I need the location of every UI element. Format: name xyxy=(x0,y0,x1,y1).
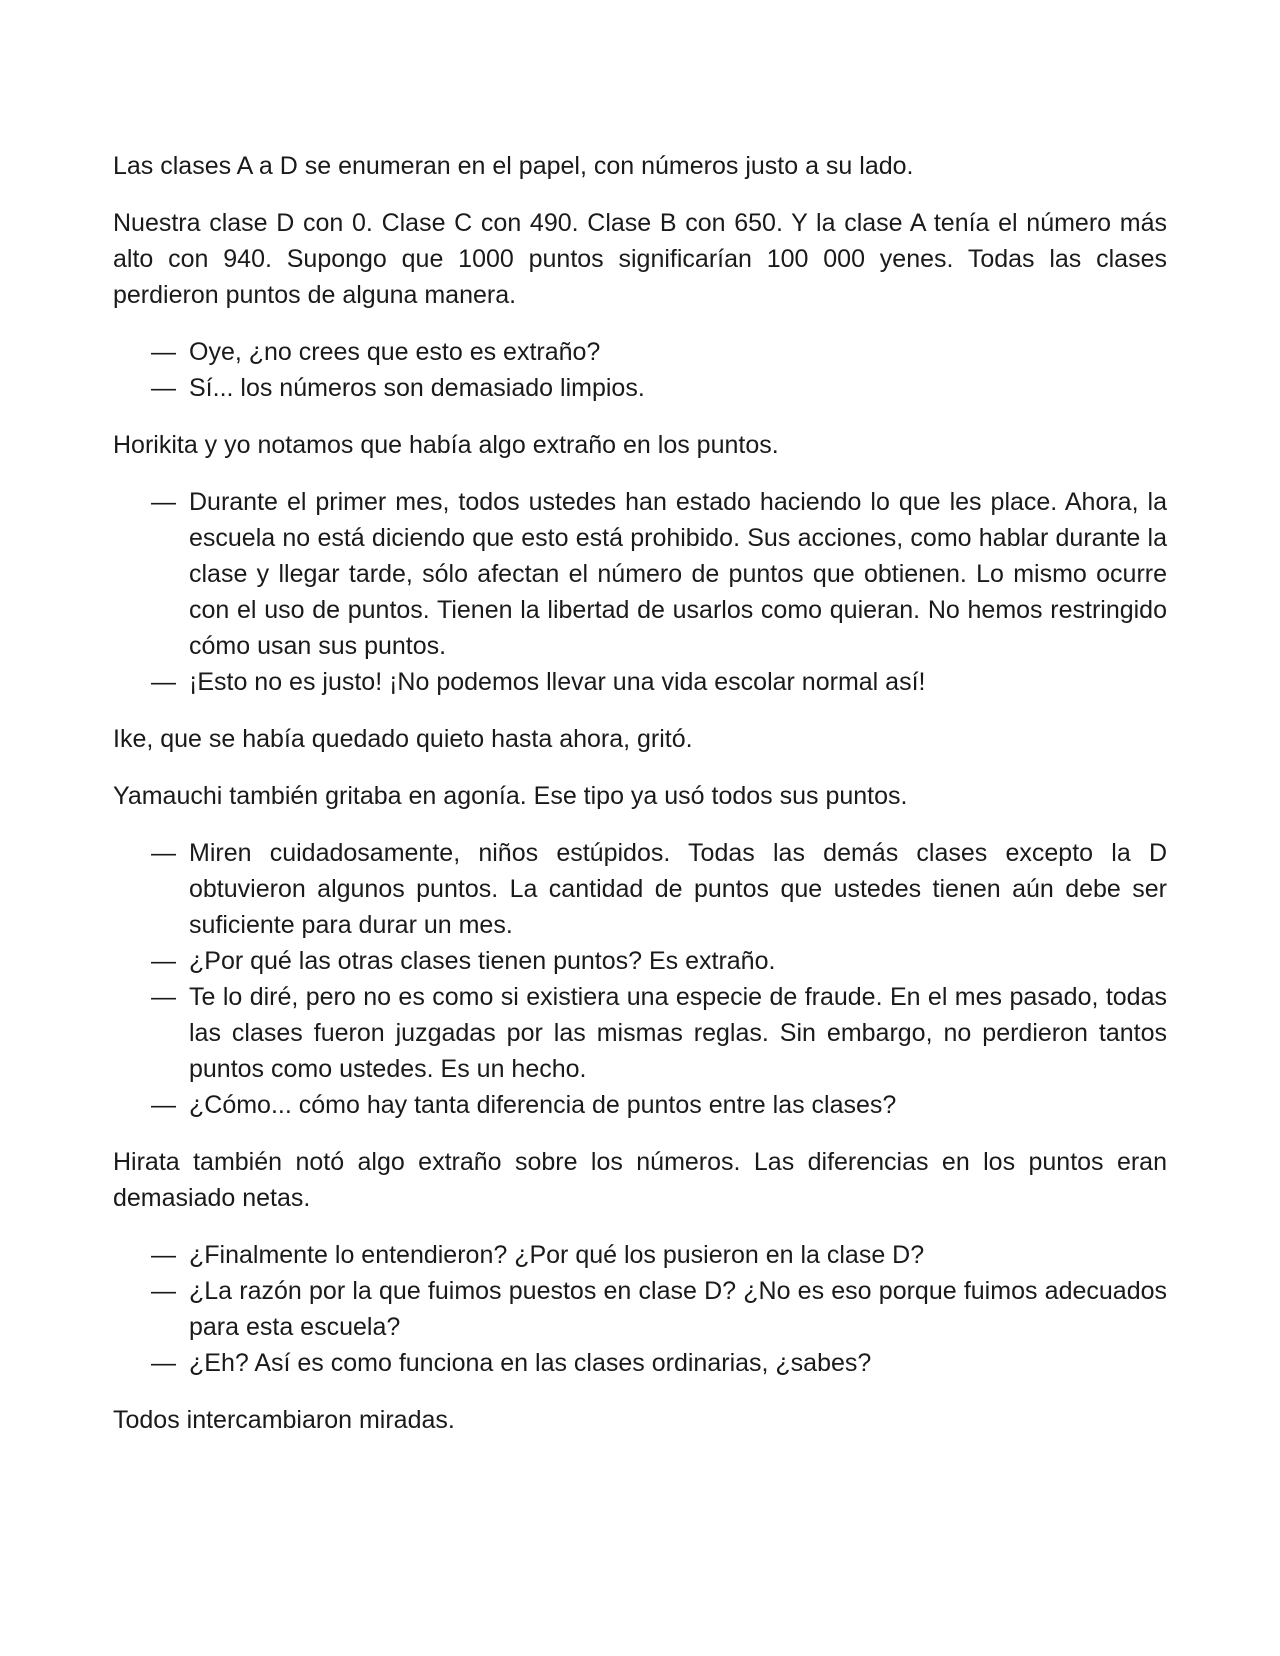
dialogue-block xyxy=(113,835,1167,1123)
dialogue-text: Te lo diré, pero no es como si existiera una especie de fraude. En el mes pasado, todas las clases fueron juzgadas por las mismas reglas. Sin embargo, no perdieron tantos puntos como ustedes. Es un hecho. xyxy=(189,983,1167,1083)
dialogue-block xyxy=(113,1237,1167,1381)
dialogue-dash: — xyxy=(151,839,176,867)
dialogue-dash: — xyxy=(151,1241,176,1269)
paragraph: Todos intercambiaron miradas. xyxy=(113,1406,455,1434)
dialogue-dash: — xyxy=(151,374,176,402)
document-body xyxy=(113,148,1167,1459)
dialogue-line xyxy=(113,835,1167,943)
dialogue-text: ¿Cómo... cómo hay tanta diferencia de puntos entre las clases? xyxy=(189,1091,897,1119)
dialogue-dash: — xyxy=(151,1277,176,1305)
dialogue-dash: — xyxy=(151,983,176,1011)
dialogue-block xyxy=(113,484,1167,700)
paragraph: Ike, que se había quedado quieto hasta ahora, gritó. xyxy=(113,725,693,753)
dialogue-text: Miren cuidadosamente, niños estúpidos. Todas las demás clases excepto la D obtuvieron algunos puntos. La cantidad de puntos que ustedes tienen aún debe ser suficiente para durar un mes. xyxy=(189,839,1167,939)
dialogue-text: ¿La razón por la que fuimos puestos en clase D? ¿No es eso porque fuimos adecuados para esta escuela? xyxy=(189,1277,1167,1341)
dialogue-line xyxy=(113,979,1167,1087)
paragraph: Hirata también notó algo extraño sobre los números. Las diferencias en los puntos eran demasiado netas. xyxy=(113,1148,1167,1212)
paragraph: Nuestra clase D con 0. Clase C con 490. Clase B con 650. Y la clase A tenía el número más alto con 940. Supongo que 1000 puntos significarían 100 000 yenes. Todas las clases perdieron puntos de alguna manera. xyxy=(113,209,1167,309)
dialogue-dash: — xyxy=(151,668,176,696)
dialogue-text: Sí... los números son demasiado limpios. xyxy=(189,374,645,402)
dialogue-text: Oye, ¿no crees que esto es extraño? xyxy=(189,338,601,366)
paragraph: Yamauchi también gritaba en agonía. Ese tipo ya usó todos sus puntos. xyxy=(113,782,908,810)
dialogue-line xyxy=(113,1237,1167,1273)
paragraph: Horikita y yo notamos que había algo extraño en los puntos. xyxy=(113,431,779,459)
dialogue-text: ¿Por qué las otras clases tienen puntos? Es extraño. xyxy=(189,947,776,975)
dialogue-line xyxy=(113,370,1167,406)
dialogue-line xyxy=(113,484,1167,664)
dialogue-line xyxy=(113,943,1167,979)
dialogue-dash: — xyxy=(151,338,176,366)
dialogue-dash: — xyxy=(151,488,176,516)
dialogue-text: Durante el primer mes, todos ustedes han estado haciendo lo que les place. Ahora, la escuela no está diciendo que esto está prohibido. Sus acciones, como hablar durante la clase y llegar tarde, sólo afectan el número de puntos que obtienen. Lo mismo ocurre con el uso de puntos. Tienen la libertad de usarlos como quieran. No hemos restringido cómo usan sus puntos. xyxy=(189,488,1167,660)
dialogue-text: ¿Eh? Así es como funciona en las clases ordinarias, ¿sabes? xyxy=(189,1349,872,1377)
dialogue-line xyxy=(113,1273,1167,1345)
paragraph: Las clases A a D se enumeran en el papel, con números justo a su lado. xyxy=(113,152,914,180)
dialogue-text: ¡Esto no es justo! ¡No podemos llevar una vida escolar normal así! xyxy=(189,668,926,696)
dialogue-text: ¿Finalmente lo entendieron? ¿Por qué los pusieron en la clase D? xyxy=(189,1241,925,1269)
dialogue-line xyxy=(113,1345,1167,1381)
dialogue-dash: — xyxy=(151,1349,176,1377)
dialogue-line xyxy=(113,1087,1167,1123)
dialogue-block xyxy=(113,334,1167,406)
dialogue-line xyxy=(113,664,1167,700)
dialogue-dash: — xyxy=(151,947,176,975)
dialogue-line xyxy=(113,334,1167,370)
dialogue-dash: — xyxy=(151,1091,176,1119)
